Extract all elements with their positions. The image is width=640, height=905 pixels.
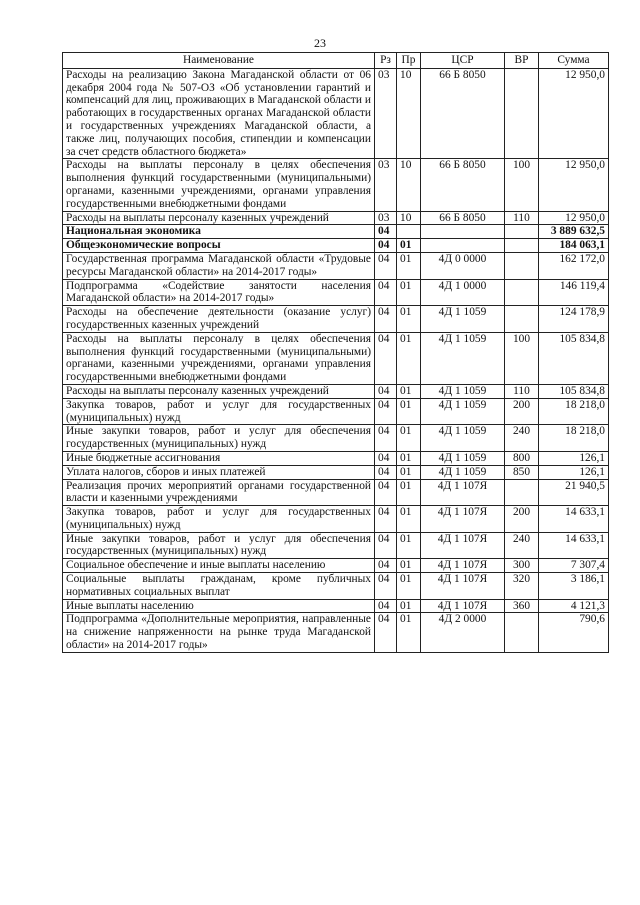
cell-vr <box>505 279 539 306</box>
table-row <box>63 425 609 452</box>
cell-rz: 04 <box>375 573 397 600</box>
cell-rz: 04 <box>375 599 397 613</box>
cell-vr: 110 <box>505 384 539 398</box>
cell-name: Иные закупки товаров, работ и услуг для обеспечения государственных (муниципальных) нужд <box>63 532 375 559</box>
cell-rz: 04 <box>375 332 397 384</box>
cell-name: Уплата налогов, сборов и иных платежей <box>63 465 375 479</box>
cell-csr: 4Д 1 1059 <box>421 465 505 479</box>
cell-sum: 126,1 <box>539 451 609 465</box>
cell-sum: 18 218,0 <box>539 398 609 425</box>
cell-pr: 01 <box>397 559 421 573</box>
cell-rz: 04 <box>375 465 397 479</box>
cell-vr: 320 <box>505 573 539 600</box>
header-pr: Пр <box>397 53 421 69</box>
cell-rz: 04 <box>375 398 397 425</box>
cell-sum: 21 940,5 <box>539 479 609 506</box>
cell-name: Подпрограмма «Содействие занятости населения Магаданской области» на 2014-2017 годы» <box>63 279 375 306</box>
cell-pr: 01 <box>397 451 421 465</box>
table-row <box>63 465 609 479</box>
table-row <box>63 573 609 600</box>
table-row <box>63 239 609 253</box>
cell-sum: 162 172,0 <box>539 252 609 279</box>
cell-csr: 66 Б 8050 <box>421 159 505 211</box>
cell-csr: 4Д 1 0000 <box>421 279 505 306</box>
cell-rz: 04 <box>375 479 397 506</box>
cell-name: Государственная программа Магаданской области «Трудовые ресурсы Магаданской области» на 2014-2017 годы» <box>63 252 375 279</box>
cell-rz: 04 <box>375 559 397 573</box>
cell-rz: 04 <box>375 532 397 559</box>
cell-vr <box>505 68 539 159</box>
cell-vr: 850 <box>505 465 539 479</box>
cell-sum: 3 889 632,5 <box>539 225 609 239</box>
cell-vr: 240 <box>505 532 539 559</box>
cell-name: Национальная экономика <box>63 225 375 239</box>
cell-pr: 01 <box>397 425 421 452</box>
cell-vr: 300 <box>505 559 539 573</box>
cell-csr: 4Д 1 1059 <box>421 425 505 452</box>
cell-csr: 4Д 1 1059 <box>421 384 505 398</box>
cell-vr: 200 <box>505 398 539 425</box>
cell-pr: 01 <box>397 506 421 533</box>
table-row <box>63 68 609 159</box>
table-row <box>63 559 609 573</box>
cell-rz: 04 <box>375 306 397 333</box>
cell-pr: 10 <box>397 211 421 225</box>
cell-pr: 01 <box>397 613 421 652</box>
table-row <box>63 506 609 533</box>
cell-sum: 12 950,0 <box>539 159 609 211</box>
cell-vr: 800 <box>505 451 539 465</box>
table-header-row <box>63 53 609 69</box>
cell-csr: 4Д 1 107Я <box>421 479 505 506</box>
cell-csr: 4Д 1 107Я <box>421 559 505 573</box>
cell-name: Расходы на выплаты персоналу в целях обеспечения выполнения функций государственными (муниципальными) органами, казенными учреждениями, органами управления государственными внебюджетными фондами <box>63 332 375 384</box>
cell-vr: 360 <box>505 599 539 613</box>
cell-rz: 04 <box>375 239 397 253</box>
cell-vr: 100 <box>505 159 539 211</box>
cell-name: Подпрограмма «Дополнительные мероприятия, направленные на снижение напряженности на рынке труда Магаданской области» на 2014-2017 годы» <box>63 613 375 652</box>
cell-vr <box>505 239 539 253</box>
cell-sum: 3 186,1 <box>539 573 609 600</box>
cell-sum: 184 063,1 <box>539 239 609 253</box>
cell-vr <box>505 225 539 239</box>
cell-rz: 04 <box>375 225 397 239</box>
cell-pr: 01 <box>397 532 421 559</box>
cell-vr <box>505 479 539 506</box>
cell-rz: 03 <box>375 211 397 225</box>
cell-rz: 04 <box>375 613 397 652</box>
cell-name: Закупка товаров, работ и услуг для государственных (муниципальных) нужд <box>63 506 375 533</box>
cell-name: Иные выплаты населению <box>63 599 375 613</box>
cell-pr: 01 <box>397 573 421 600</box>
table-row <box>63 252 609 279</box>
cell-pr: 01 <box>397 384 421 398</box>
cell-sum: 124 178,9 <box>539 306 609 333</box>
cell-sum: 146 119,4 <box>539 279 609 306</box>
table-row <box>63 279 609 306</box>
cell-rz: 04 <box>375 425 397 452</box>
cell-pr: 01 <box>397 599 421 613</box>
cell-rz: 03 <box>375 159 397 211</box>
cell-csr: 4Д 0 0000 <box>421 252 505 279</box>
table-row <box>63 532 609 559</box>
cell-csr: 4Д 1 1059 <box>421 306 505 333</box>
cell-vr: 240 <box>505 425 539 452</box>
header-csr: ЦСР <box>421 53 505 69</box>
cell-csr: 4Д 2 0000 <box>421 613 505 652</box>
cell-name: Иные бюджетные ассигнования <box>63 451 375 465</box>
cell-rz: 04 <box>375 506 397 533</box>
cell-sum: 12 950,0 <box>539 211 609 225</box>
table-row <box>63 613 609 652</box>
cell-sum: 105 834,8 <box>539 384 609 398</box>
cell-name: Общеэкономические вопросы <box>63 239 375 253</box>
cell-rz: 04 <box>375 451 397 465</box>
cell-pr: 01 <box>397 398 421 425</box>
cell-name: Реализация прочих мероприятий органами государственной власти и казенными учреждениями <box>63 479 375 506</box>
header-vr: ВР <box>505 53 539 69</box>
cell-name: Расходы на выплаты персоналу казенных учреждений <box>63 211 375 225</box>
cell-rz: 03 <box>375 68 397 159</box>
page-number: 23 <box>314 36 326 50</box>
header-rz: Рз <box>375 53 397 69</box>
table-row <box>63 159 609 211</box>
cell-vr <box>505 306 539 333</box>
cell-rz: 04 <box>375 279 397 306</box>
cell-name: Иные закупки товаров, работ и услуг для обеспечения государственных (муниципальных) нужд <box>63 425 375 452</box>
cell-vr: 110 <box>505 211 539 225</box>
cell-csr: 66 Б 8050 <box>421 211 505 225</box>
cell-vr <box>505 252 539 279</box>
cell-csr <box>421 239 505 253</box>
cell-csr: 4Д 1 1059 <box>421 451 505 465</box>
cell-csr: 4Д 1 107Я <box>421 599 505 613</box>
cell-name: Социальные выплаты гражданам, кроме публичных нормативных социальных выплат <box>63 573 375 600</box>
table-row <box>63 398 609 425</box>
table-row <box>63 384 609 398</box>
cell-vr: 100 <box>505 332 539 384</box>
cell-sum: 4 121,3 <box>539 599 609 613</box>
table-row <box>63 479 609 506</box>
table-row <box>63 225 609 239</box>
cell-csr: 66 Б 8050 <box>421 68 505 159</box>
cell-pr: 01 <box>397 465 421 479</box>
cell-sum: 14 633,1 <box>539 532 609 559</box>
cell-rz: 04 <box>375 252 397 279</box>
table-row <box>63 306 609 333</box>
cell-rz: 04 <box>375 384 397 398</box>
cell-sum: 126,1 <box>539 465 609 479</box>
cell-sum: 18 218,0 <box>539 425 609 452</box>
cell-csr: 4Д 1 1059 <box>421 332 505 384</box>
cell-name: Расходы на выплаты персоналу казенных учреждений <box>63 384 375 398</box>
cell-name: Закупка товаров, работ и услуг для государственных (муниципальных) нужд <box>63 398 375 425</box>
cell-pr: 01 <box>397 239 421 253</box>
cell-pr <box>397 225 421 239</box>
cell-sum: 7 307,4 <box>539 559 609 573</box>
table-row <box>63 211 609 225</box>
cell-pr: 01 <box>397 479 421 506</box>
table-row <box>63 451 609 465</box>
cell-csr: 4Д 1 107Я <box>421 532 505 559</box>
cell-sum: 105 834,8 <box>539 332 609 384</box>
cell-sum: 790,6 <box>539 613 609 652</box>
cell-pr: 01 <box>397 252 421 279</box>
cell-sum: 14 633,1 <box>539 506 609 533</box>
cell-name: Социальное обеспечение и иные выплаты населению <box>63 559 375 573</box>
budget-table <box>62 52 609 653</box>
cell-name: Расходы на реализацию Закона Магаданской области от 06 декабря 2004 года № 507-ОЗ «Об установлении гарантий и компенсаций для лиц, проживающих в Магаданской области и работающих в государственных органах Магаданской области и государственных учреждениях Магаданской области, а также лиц, получающих пособия, стипендии и компенсации за счет средств областного бюджета» <box>63 68 375 159</box>
table-row <box>63 599 609 613</box>
cell-csr: 4Д 1 107Я <box>421 506 505 533</box>
cell-csr: 4Д 1 107Я <box>421 573 505 600</box>
cell-pr: 10 <box>397 68 421 159</box>
cell-name: Расходы на обеспечение деятельности (оказание услуг) государственных казенных учреждений <box>63 306 375 333</box>
cell-vr <box>505 613 539 652</box>
cell-pr: 10 <box>397 159 421 211</box>
cell-vr: 200 <box>505 506 539 533</box>
cell-pr: 01 <box>397 332 421 384</box>
header-name: Наименование <box>63 53 375 69</box>
cell-pr: 01 <box>397 279 421 306</box>
cell-pr: 01 <box>397 306 421 333</box>
header-sum: Сумма <box>539 53 609 69</box>
cell-csr <box>421 225 505 239</box>
cell-name: Расходы на выплаты персоналу в целях обеспечения выполнения функций государственными (муниципальными) органами, казенными учреждениями, органами управления государственными внебюджетными фондами <box>63 159 375 211</box>
cell-sum: 12 950,0 <box>539 68 609 159</box>
table-row <box>63 332 609 384</box>
cell-csr: 4Д 1 1059 <box>421 398 505 425</box>
